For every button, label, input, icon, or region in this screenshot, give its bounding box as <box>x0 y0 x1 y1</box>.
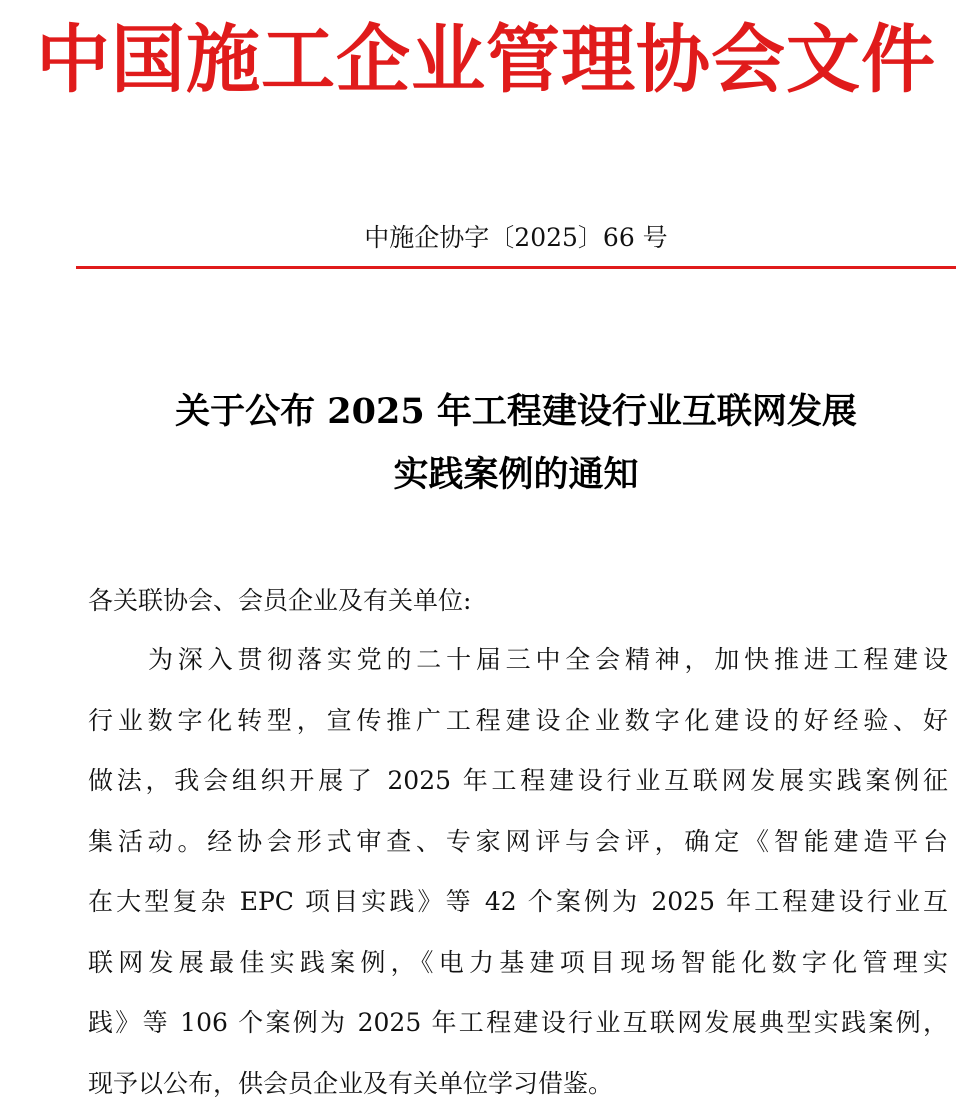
notice-title-line: 关于公布 2025 年工程建设行业互联网发展 <box>0 380 972 443</box>
document-number: 中施企协字〔2025〕66 号 <box>0 218 972 258</box>
body-line: 联网发展最佳实践案例，《电力基建项目现场智能化数字化管理实 <box>88 933 948 994</box>
body-line: 在大型复杂 EPC 项目实践》等 42 个案例为 2025 年工程建设行业互 <box>88 872 948 933</box>
body-line: 现予以公布，供会员企业及有关单位学习借鉴。 <box>88 1054 948 1114</box>
salutation: 各关联协会、会员企业及有关单位: <box>88 576 471 626</box>
body-line: 践》等 106 个案例为 2025 年工程建设行业互联网发展典型实践案例， <box>88 993 948 1054</box>
body-line: 为深入贯彻落实党的二十届三中全会精神，加快推进工程建设 <box>88 630 948 691</box>
body-line: 集活动。经协会形式审查、专家网评与会评，确定《智能建造平台 <box>88 812 948 873</box>
notice-body <box>88 630 948 1114</box>
red-divider <box>76 266 956 269</box>
masthead-title: 中国施工企业管理协会文件 <box>0 10 972 110</box>
body-line: 做法，我会组织开展了 2025 年工程建设行业互联网发展实践案例征 <box>88 751 948 812</box>
body-line: 行业数字化转型，宣传推广工程建设企业数字化建设的好经验、好 <box>88 691 948 752</box>
notice-title <box>0 380 972 506</box>
notice-title-line: 实践案例的通知 <box>0 443 972 506</box>
